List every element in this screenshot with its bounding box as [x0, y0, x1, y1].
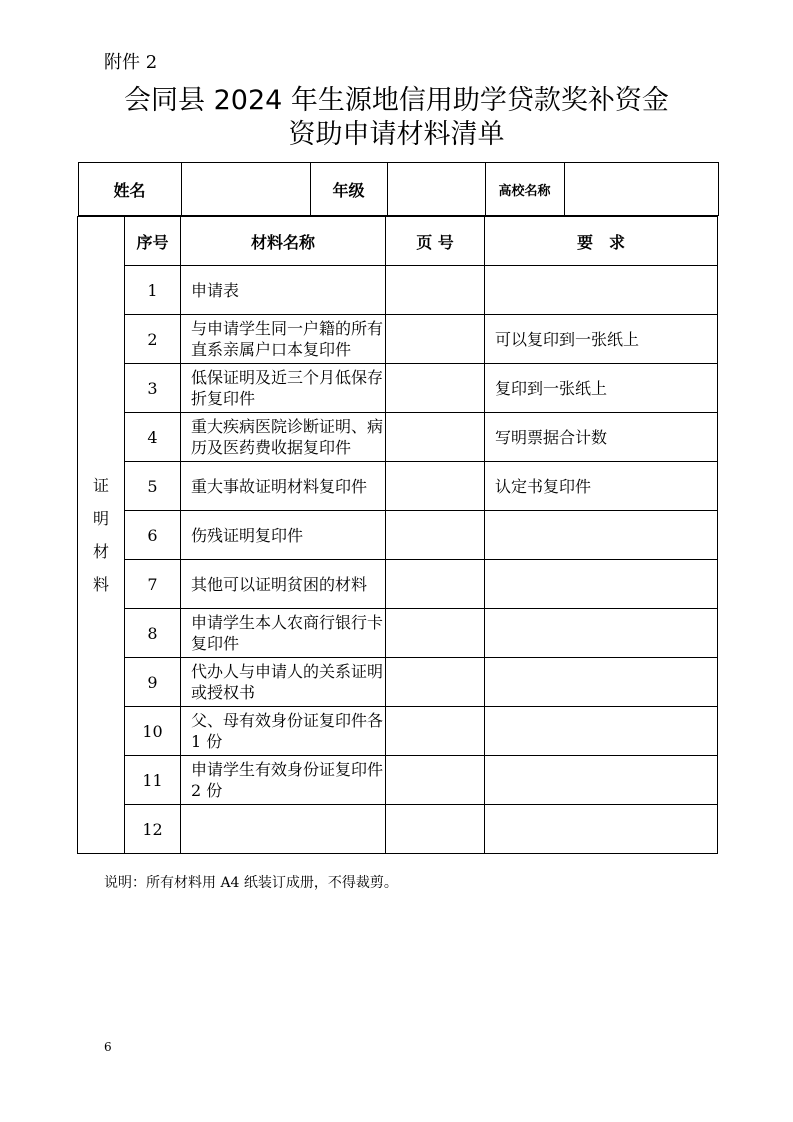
document-title-line1: 会同县 2024 年生源地信用助学贷款奖补资金	[124, 85, 669, 116]
row-seq: 2	[125, 315, 181, 364]
row-seq: 1	[125, 266, 181, 315]
side-label-char: 材	[92, 542, 109, 561]
row-page-number[interactable]	[386, 658, 485, 707]
row-material-name: 其他可以证明贫困的材料	[181, 560, 386, 609]
row-page-number[interactable]	[386, 462, 485, 511]
row-material-name: 伤残证明复印件	[181, 511, 386, 560]
row-seq: 9	[125, 658, 181, 707]
header-seq: 序号	[125, 217, 181, 266]
row-material-name: 申请表	[181, 266, 386, 315]
row-material-name: 重大疾病医院诊断证明、病历及医药费收据复印件	[181, 413, 386, 462]
info-table	[78, 162, 719, 216]
row-requirement	[485, 805, 718, 854]
row-requirement	[485, 511, 718, 560]
table-row	[78, 315, 718, 364]
school-value-cell[interactable]	[564, 163, 718, 216]
info-row-holder	[78, 162, 718, 217]
school-label: 高校名称	[485, 163, 564, 216]
row-page-number[interactable]	[386, 756, 485, 805]
table-row	[78, 413, 718, 462]
table-row	[78, 462, 718, 511]
grade-value-cell[interactable]	[387, 163, 485, 216]
row-page-number[interactable]	[386, 609, 485, 658]
info-row	[78, 162, 718, 217]
row-page-number[interactable]	[386, 266, 485, 315]
row-material-name: 代办人与申请人的关系证明或授权书	[181, 658, 386, 707]
page-number: 6	[104, 1040, 112, 1054]
row-material-name: 与申请学生同一户籍的所有直系亲属户口本复印件	[181, 315, 386, 364]
document-title-line2: 资助申请材料清单	[288, 119, 505, 150]
row-requirement	[485, 560, 718, 609]
row-requirement	[485, 756, 718, 805]
row-requirement: 可以复印到一张纸上	[485, 315, 718, 364]
attachment-label: 附件 2	[104, 52, 158, 73]
row-requirement: 复印到一张纸上	[485, 364, 718, 413]
table-row	[78, 266, 718, 315]
table-row	[78, 364, 718, 413]
row-page-number[interactable]	[386, 315, 485, 364]
row-requirement	[485, 266, 718, 315]
row-page-number[interactable]	[386, 511, 485, 560]
row-seq: 11	[125, 756, 181, 805]
row-requirement	[485, 609, 718, 658]
side-label-proof-materials	[78, 217, 125, 854]
row-page-number[interactable]	[386, 805, 485, 854]
row-material-name: 重大事故证明材料复印件	[181, 462, 386, 511]
header-row	[78, 217, 718, 266]
row-seq: 12	[125, 805, 181, 854]
row-page-number[interactable]	[386, 364, 485, 413]
row-requirement: 写明票据合计数	[485, 413, 718, 462]
side-label-char: 证	[92, 476, 109, 495]
materials-table-main	[77, 162, 718, 854]
row-seq: 7	[125, 560, 181, 609]
row-material-name	[181, 805, 386, 854]
row-material-name: 父、母有效身份证复印件各 1 份	[181, 707, 386, 756]
row-requirement	[485, 658, 718, 707]
footnote: 说明：所有材料用 A4 纸装订成册，不得裁剪。	[104, 875, 398, 891]
header-material: 材料名称	[181, 217, 386, 266]
side-label-char: 明	[92, 509, 109, 528]
table-row	[78, 805, 718, 854]
row-seq: 8	[125, 609, 181, 658]
row-seq: 10	[125, 707, 181, 756]
row-seq: 5	[125, 462, 181, 511]
row-page-number[interactable]	[386, 560, 485, 609]
table-row	[78, 511, 718, 560]
row-page-number[interactable]	[386, 413, 485, 462]
row-seq: 3	[125, 364, 181, 413]
name-value-cell[interactable]	[181, 163, 310, 216]
row-material-name: 申请学生本人农商行银行卡复印件	[181, 609, 386, 658]
table-row	[78, 609, 718, 658]
table-row	[78, 707, 718, 756]
header-page: 页 号	[386, 217, 485, 266]
row-requirement: 认定书复印件	[485, 462, 718, 511]
table-row	[78, 658, 718, 707]
header-requirement: 要 求	[485, 217, 718, 266]
row-material-name: 低保证明及近三个月低保存折复印件	[181, 364, 386, 413]
side-label-char: 料	[92, 575, 109, 594]
grade-label: 年级	[310, 163, 387, 216]
row-requirement	[485, 707, 718, 756]
table-row	[78, 756, 718, 805]
row-page-number[interactable]	[386, 707, 485, 756]
row-seq: 6	[125, 511, 181, 560]
row-seq: 4	[125, 413, 181, 462]
row-material-name: 申请学生有效身份证复印件 2 份	[181, 756, 386, 805]
name-label: 姓名	[78, 163, 181, 216]
table-row	[78, 560, 718, 609]
